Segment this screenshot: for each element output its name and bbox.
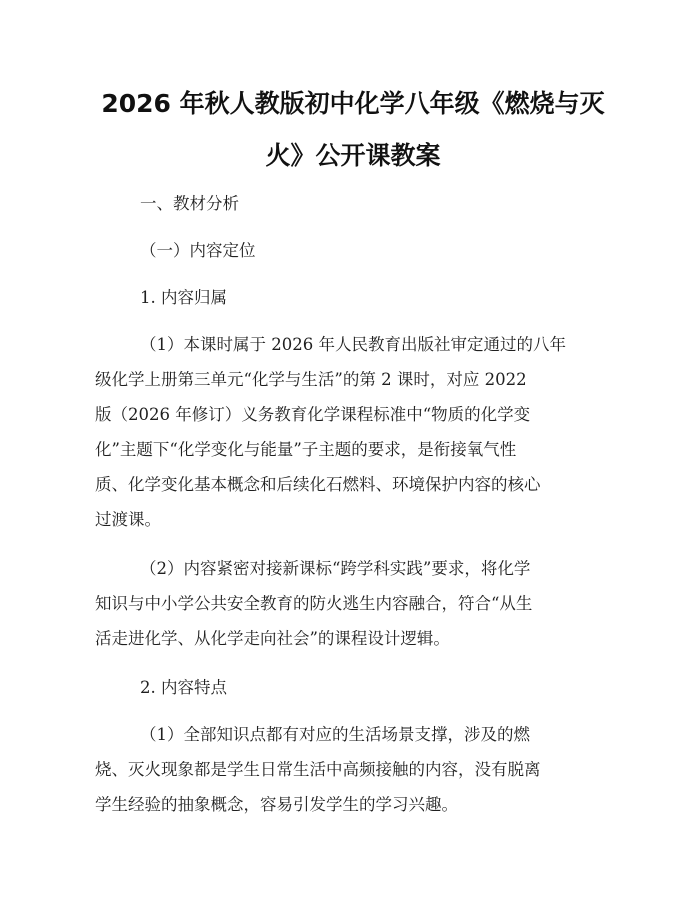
section-heading-materials-analysis: 一、教材分析 (140, 194, 239, 213)
paragraph-line: 知识与中小学公共安全教育的防火逃生内容融合，符合“从生 (95, 594, 533, 613)
paragraph-line: （1）本课时属于 2026 年人民教育出版社审定通过的八年 (140, 335, 566, 354)
paragraph-line: 化”主题下“化学变化与能量”子主题的要求，是衔接氧气性 (95, 440, 517, 459)
document-title (98, 78, 608, 182)
paragraph-line: 学生经验的抽象概念，容易引发学生的学习兴趣。 (95, 795, 458, 814)
paragraph-line: （2）内容紧密对接新课标“跨学科实践”要求，将化学 (140, 559, 531, 578)
item-heading-content-features: 2. 内容特点 (140, 678, 227, 697)
paragraph-line: 版（2026 年修订）义务教育化学课程标准中“物质的化学变 (95, 405, 531, 424)
title-line-2: 火》公开课教案 (265, 141, 441, 170)
paragraph-line: （1）全部知识点都有对应的生活场景支撑，涉及的燃 (140, 725, 530, 744)
paragraph-line: 活走进化学、从化学走向社会”的课程设计逻辑。 (95, 629, 450, 648)
title-line-1: 2026 年秋人教版初中化学八年级《燃烧与灭 (101, 89, 605, 118)
item-heading-content-belonging: 1. 内容归属 (140, 288, 227, 307)
paragraph-line: 级化学上册第三单元“化学与生活”的第 2 课时，对应 2022 (95, 370, 527, 389)
paragraph-line: 质、化学变化基本概念和后续化石燃料、环境保护内容的核心 (95, 475, 541, 494)
paragraph-line: 过渡课。 (95, 510, 161, 529)
paragraph-line: 烧、灭火现象都是学生日常生活中高频接触的内容，没有脱离 (95, 760, 541, 779)
subsection-heading-content-positioning: （一）内容定位 (140, 241, 256, 260)
